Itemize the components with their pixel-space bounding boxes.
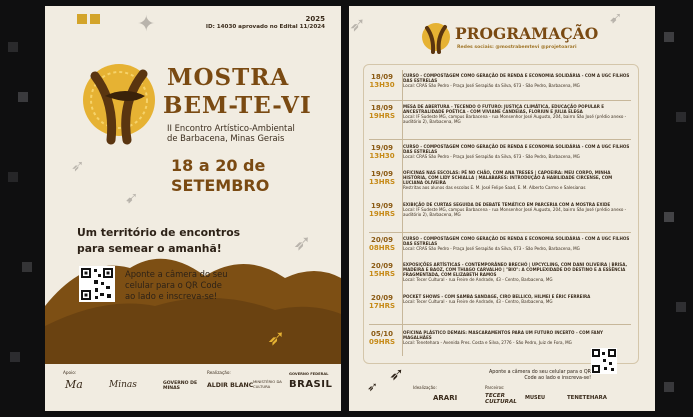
event-time: 19HRS <box>369 112 396 120</box>
apoio-label: Apoio: <box>63 370 77 375</box>
bird-icon: ➶ <box>71 156 85 175</box>
event-time: 17HRS <box>369 302 396 310</box>
subtitle-line-2: de Barbacena, Minas Gerais <box>167 133 285 143</box>
footer <box>349 384 655 411</box>
event-title: EXIBIÇÃO DE CURTAS SEGUIDA DE DEBATE TEMÁTICO EM PARCERIA COM A MOSTRA EXIDE <box>403 202 611 207</box>
event-location: Local: IF Sudeste MG, campus Barbacena - rua Monsenhor José Augusto, 204, bairro São José (prédio anexo - auditório 2), Barbacena, MG <box>403 207 627 217</box>
qr-code[interactable] <box>79 266 115 302</box>
event-title: MESA DE ABERTURA - TECENDO O FUTURO: JUSTIÇA CLIMÁTICA, EDUCAÇÃO POPULAR E ANCESTRALIDADE POÉTICA - COM VIVIANE CANDEIAS, FLORIUN E JULIA ELEGA <box>403 104 605 114</box>
event-day: 20/09 <box>370 236 394 244</box>
logo-brasil: BRASIL <box>289 379 333 390</box>
logo-museu: MUSEU <box>525 395 546 401</box>
event-title: CURSO - COMPOSTAGEM COMO GERAÇÃO DE RENDA E ECONOMIA SOLIDÁRIA - COM A UGC FILHOS DAS ESTRELAS <box>403 236 630 246</box>
black-bird-icon: ➶ <box>367 380 378 395</box>
bird-icon: ➶ <box>349 12 366 36</box>
event-dates-line-1: 18 a 20 de <box>171 156 266 175</box>
logo-governo-federal: GOVERNO FEDERAL <box>289 372 329 376</box>
qr-instructions-1: Aponte a câmera do seu celular para o QR <box>489 370 591 375</box>
event-time: 15HRS <box>369 270 396 278</box>
event-title: OFICINA PLÁSTICO DEMAIS: MASCARAMENTOS PARA UM FUTURO INCERTO - COM FANY MAGALHÃES <box>403 330 603 340</box>
accessibility-icon <box>77 14 87 24</box>
event-day: 19/09 <box>370 144 394 152</box>
event-day: 20/09 <box>370 262 394 270</box>
event-title: CURSO - COMPOSTAGEM COMO GERAÇÃO DE RENDA E ECONOMIA SOLIDÁRIA - COM A UGC FILHOS DAS ESTRELAS <box>403 144 630 154</box>
qr-instructions-2: Code ao lado e inscreva-se! <box>524 376 591 381</box>
event-day: 19/09 <box>370 202 394 210</box>
bird-icon: ➹ <box>125 188 139 207</box>
event-location: Local: Tecer Cultural - rua Freire de Andrade, 43 - Centro, Barbacena, MG <box>403 277 553 282</box>
yellow-bird-icon: ➶ <box>267 326 286 351</box>
event-title: OFICINAS NAS ESCOLAS: PÉ NO CHÃO, COM ANA TRESES | CAPOEIRA: MEU CORPO, MINHA HISTÓRIA, COM LIDY SCHIALLA | MALABARES: INTRODUÇÃO À HABILIDADE CIRCENSE, COM LUCIANA OLIVEIRA <box>403 170 613 185</box>
edital-id: ID: 14030 aprovado no Edital 11/2024 <box>205 24 325 30</box>
programacao-title: PROGRAMAÇÃO <box>455 24 599 43</box>
event-day: 20/09 <box>370 294 394 302</box>
logo-minas: Minas <box>109 380 137 390</box>
event-time: 19HRS <box>369 210 396 218</box>
small-bem-te-vi-logo <box>419 20 453 56</box>
title-bem-te-vi: BEM-TE-VI <box>163 92 312 119</box>
subtitle-line-1: II Encontro Artístico-Ambiental <box>167 123 295 133</box>
logo-tecer: TECER CULTURAL <box>485 393 517 405</box>
footer <box>45 366 341 411</box>
title-mostra: MOSTRA <box>167 64 290 91</box>
event-title: EXPOSIÇÕES ARTÍSTICAS - CONTEMPORÂNEO BRECHÓ | UPCYCLING, COM DANI OLIVEIRA | BRISA, MADEIRA E BAOZ, COM THIAGO CARVALHO | "BIO": A COMPLEXIDADE DO DESTINO E A ESSÊNCIA FRAGMENTADA, COM ELIZABETH RAMOS <box>403 262 628 277</box>
event-location: Local: CRAS São Pedro - Praça José Serapião da Silva, 673 - São Pedro, Barbacena, MG <box>403 154 580 159</box>
event-time: 09HRS <box>369 338 396 346</box>
event-day: 18/09 <box>370 73 394 81</box>
event-title: CURSO - COMPOSTAGEM COMO GERAÇÃO DE RENDA E ECONOMIA SOLIDÁRIA - COM A UGC FILHOS DAS ESTRELAS <box>403 73 630 83</box>
social-handles: Redes sociais: @mostrabemtevi @projetoarari <box>457 45 577 50</box>
logo-tenetehara: TENETEHARA <box>567 395 607 401</box>
bird-icon: ➶ <box>293 231 312 256</box>
event-location: Local: CRAS São Pedro - Praça José Serapião da Silva, 673 - São Pedro, Barbacena, MG <box>403 246 580 251</box>
bird-icon: ✦ <box>137 12 156 37</box>
realizacao-label: Realização: <box>207 370 231 375</box>
event-time: 13H30 <box>369 81 395 89</box>
event-location: Local: CRAS São Pedro - Praça José Serapião da Silva, 673 - São Pedro, Barbacena, MG <box>403 83 580 88</box>
logo-arari: ARARI <box>433 394 458 402</box>
parceiros-label: Parceiros: <box>485 385 505 390</box>
event-day: 18/09 <box>370 104 394 112</box>
qr-instructions-2: celular para o QR Code <box>125 280 222 290</box>
event-time: 13H30 <box>369 152 395 160</box>
accessibility-icons <box>77 14 100 24</box>
qr-instructions-1: Aponte a câmera do seu <box>125 269 228 279</box>
event-location: Restritas aos alunos das escolas E. M. José Felipe Saad, E. M. Alberto Carmo e Salesianas <box>403 185 586 190</box>
event-time: 08HRS <box>369 244 396 252</box>
tagline-line-1: Um território de encontros <box>77 226 241 239</box>
schedule-page <box>349 6 655 411</box>
event-location: Local: Tecer Cultural - rua Freire de Andrade, 43 - Centro, Barbacena, MG <box>403 299 553 304</box>
event-title: POCKET SHOWS - COM SAMBA SANDAGE, CIRO BELLICO, HILMEI E ÉRIC FERREIRA <box>403 294 591 299</box>
bird-icon: ➹ <box>609 8 623 27</box>
tagline-line-2: para semear o amanhã! <box>77 242 222 255</box>
logo-aldir-blanc: ALDIR BLANC <box>207 382 254 389</box>
qr-code[interactable] <box>591 348 617 374</box>
schedule-card-border <box>363 64 639 364</box>
event-dates-line-2: SETEMBRO <box>171 176 270 195</box>
event-location: Local: Tenetehara - Avenida Pres. Costa e Silva, 2776 - São Pedro, Juiz de Fora, MG <box>403 340 572 345</box>
event-day: 05/10 <box>370 330 394 338</box>
black-bird-icon: ➶ <box>389 364 405 385</box>
bem-te-vi-logo <box>75 56 163 148</box>
poster-page <box>45 6 341 411</box>
logo-governo-minas: GOVERNO DE MINAS <box>163 381 198 391</box>
event-time: 13HRS <box>369 178 396 186</box>
event-location: Local: IF Sudeste MG, campus Barbacena - rua Monsenhor José Augusto, 204, bairro São José (prédio anexo - auditório 2), Barbacena, MG <box>403 114 627 124</box>
idealizacao-label: Idealização: <box>413 385 437 390</box>
event-day: 19/09 <box>370 170 394 178</box>
logo-ma: Ma <box>65 378 83 391</box>
qr-instructions-3: ao lado e inscreva-se! <box>125 291 218 301</box>
libras-icon <box>90 14 100 24</box>
year: 2025 <box>305 15 325 23</box>
logo-ministerio: MINISTÉRIO DA CULTURA <box>253 379 282 389</box>
